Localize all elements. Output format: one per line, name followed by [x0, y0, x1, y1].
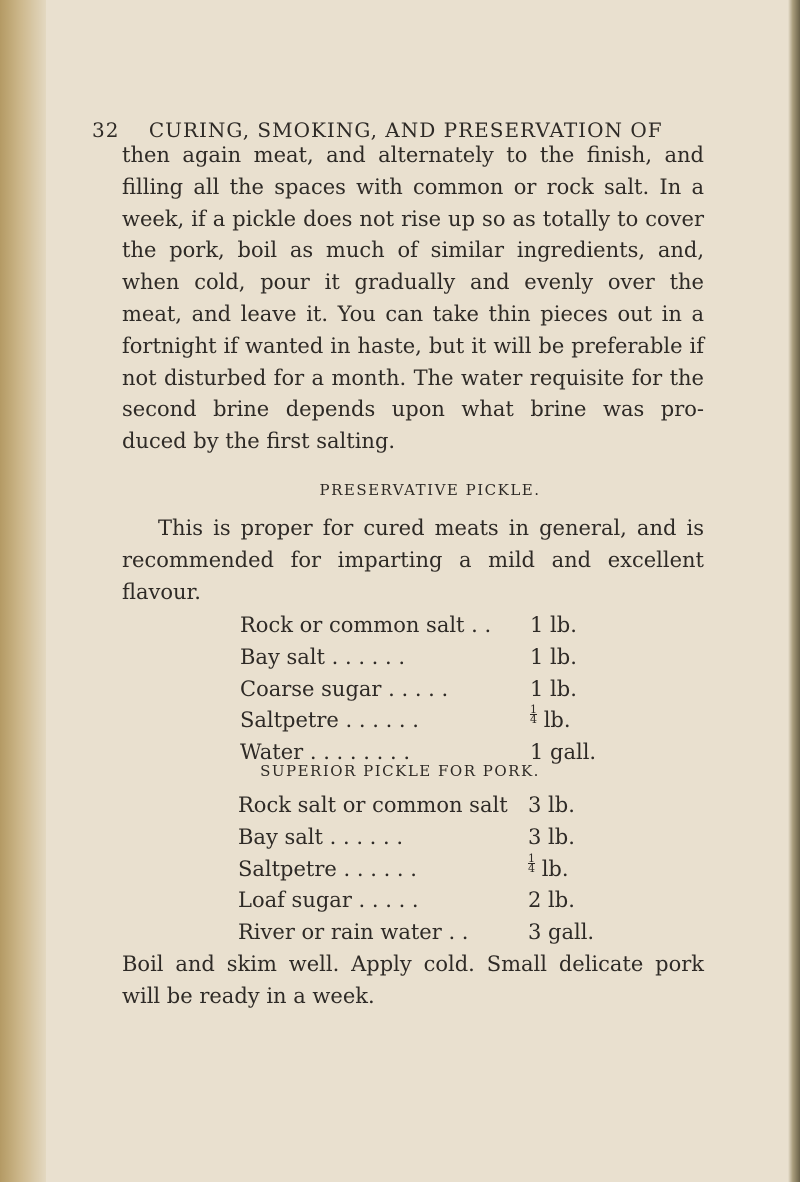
- fraction-denominator: 4: [528, 861, 535, 875]
- ingredient-row: [240, 705, 640, 737]
- fraction-denominator: 4: [530, 713, 537, 727]
- ingredient-unit: lb.: [543, 708, 571, 733]
- ingredient-row: [238, 822, 638, 854]
- ingredient-name: Saltpetre . . . . . .: [240, 708, 419, 733]
- ingredient-name: Water . . . . . . . .: [240, 740, 410, 765]
- ingredient-name: Loaf sugar . . . . .: [238, 888, 419, 913]
- ingredient-row: [238, 790, 638, 822]
- superior-pickle-instructions: Boil and skim well. Apply cold. Small delicate pork will be ready in a week.: [122, 952, 704, 1008]
- ingredient-row: [238, 851, 638, 886]
- preservative-pickle-intro: This is proper for cured meats in general, and is recommended for imparting a mild and excellent flavour.: [122, 516, 704, 604]
- ingredient-row: [240, 610, 640, 642]
- ingredient-name: Rock salt or common salt: [238, 793, 508, 817]
- ingredient-unit: lb.: [541, 856, 569, 881]
- ingredient-quantity: 1 gall.: [530, 740, 597, 765]
- ingredient-name: River or rain water . .: [238, 920, 469, 945]
- ingredient-quantity: 1 lb.: [530, 676, 577, 701]
- ingredient-quantity: 3 lb.: [528, 824, 575, 849]
- ingredient-name: Rock or common salt . .: [240, 613, 492, 637]
- ingredient-quantity: 1 lb.: [530, 644, 577, 669]
- ingredient-name: Bay salt . . . . . .: [238, 824, 404, 849]
- fraction-numerator: 1: [530, 703, 537, 717]
- ingredient-row: [240, 642, 640, 674]
- ingredient-name: Saltpetre . . . . . .: [238, 856, 417, 881]
- running-head: [92, 118, 732, 142]
- ingredient-quantity: [528, 851, 569, 886]
- superior-pickle-heading: SUPERIOR PICKLE FOR PORK.: [260, 762, 540, 780]
- continuation-paragraph: then again meat, and alternately to the finish, and filling all the spaces with common or rock salt. In a week, if a pickle does not rise up so as totally to cover the pork, boil as much of similar ingredients, and, when cold, pour it gradually and evenly over the meat, and leave it. You can take thin pieces out in a fortnight if wanted in haste, but it will be preferable if not disturbed for a month. The water requisite for the second brine depends upon what brine was pro- duced by the first salting.: [122, 143, 704, 454]
- ingredient-name: Coarse sugar . . . . .: [240, 676, 449, 701]
- ingredient-quantity: 1 lb.: [530, 613, 577, 637]
- ingredient-quantity: 3 gall.: [528, 920, 595, 945]
- superior-pickle-ingredients: [238, 790, 638, 949]
- ingredient-name: Bay salt . . . . . .: [240, 644, 406, 669]
- ingredient-quantity: 2 lb.: [528, 888, 575, 913]
- ingredient-quantity: 3 lb.: [528, 793, 575, 817]
- fraction-numerator: 1: [528, 851, 535, 865]
- ingredient-row: [238, 917, 638, 949]
- fraction: [528, 851, 535, 875]
- ingredient-row: [240, 674, 640, 706]
- page-number: 32: [92, 118, 120, 142]
- ingredient-quantity: [530, 705, 571, 737]
- fraction: [530, 703, 537, 727]
- ingredient-row: [238, 885, 638, 917]
- preservative-pickle-heading: PRESERVATIVE PICKLE.: [319, 481, 541, 499]
- preservative-pickle-ingredients: [240, 610, 640, 769]
- running-title: CURING, SMOKING, AND PRESERVATION OF: [148, 118, 663, 142]
